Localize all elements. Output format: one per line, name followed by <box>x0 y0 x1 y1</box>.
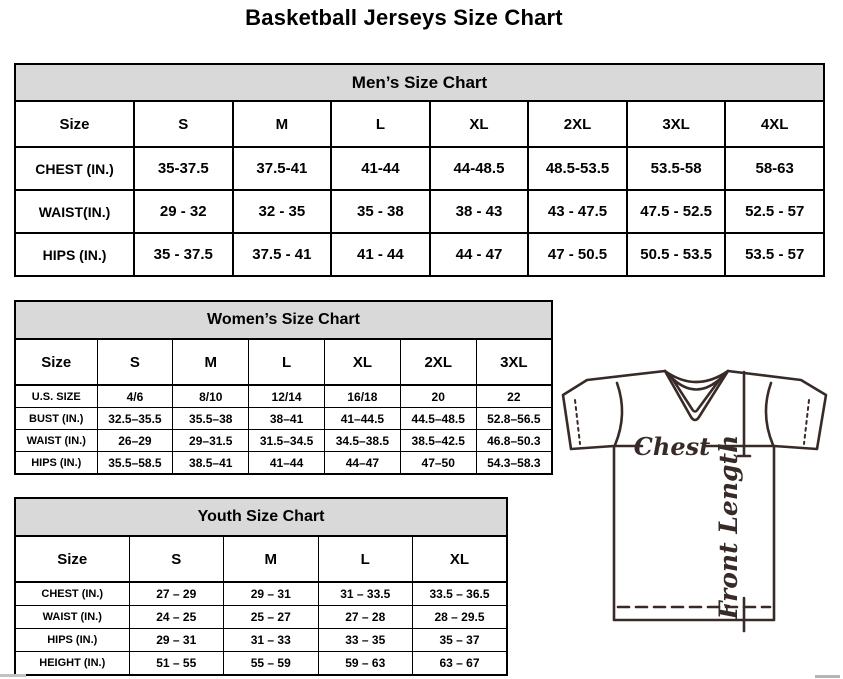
womens-size-col-3xl: 3XL <box>476 339 552 385</box>
womens-size-value: 4/6 <box>97 385 173 408</box>
mens-size-value: 47.5 - 52.5 <box>627 190 726 233</box>
mens-size-col-xl: XL <box>430 101 529 147</box>
youth-size-col-l: L <box>318 536 413 582</box>
youth-size-col-s: S <box>129 536 224 582</box>
womens-size-value: 41–44.5 <box>324 408 400 430</box>
womens-table-row <box>15 385 552 408</box>
mens-size-value: 29 - 32 <box>134 190 233 233</box>
womens-size-value: 34.5–38.5 <box>324 430 400 452</box>
mens-measure-label: WAIST(IN.) <box>15 190 134 233</box>
mens-size-value: 48.5-53.5 <box>528 147 627 190</box>
mens-size-value: 32 - 35 <box>233 190 332 233</box>
womens-size-value: 41–44 <box>249 452 325 475</box>
youth-table-row <box>15 629 507 652</box>
mens-size-value: 44-48.5 <box>430 147 529 190</box>
womens-size-value: 8/10 <box>173 385 249 408</box>
womens-measure-label: U.S. SIZE <box>15 385 97 408</box>
mens-size-value: 50.5 - 53.5 <box>627 233 726 276</box>
youth-size-value: 33.5 – 36.5 <box>413 582 508 606</box>
jersey-cuff-dash-left <box>575 400 580 444</box>
womens-measure-label: WAIST (IN.) <box>15 430 97 452</box>
womens-size-value: 35.5–58.5 <box>97 452 173 475</box>
mens-size-value: 52.5 - 57 <box>725 190 824 233</box>
womens-size-value: 12/14 <box>249 385 325 408</box>
youth-size-value: 55 – 59 <box>224 652 319 676</box>
mens-size-value: 44 - 47 <box>430 233 529 276</box>
youth-size-value: 29 – 31 <box>224 582 319 606</box>
youth-table-row <box>15 606 507 629</box>
mens-table-row <box>15 147 824 190</box>
womens-size-value: 38–41 <box>249 408 325 430</box>
womens-size-value: 26–29 <box>97 430 173 452</box>
mens-size-value: 35 - 38 <box>331 190 430 233</box>
womens-measure-label: HIPS (IN.) <box>15 452 97 475</box>
youth-size-value: 24 – 25 <box>129 606 224 629</box>
mens-chart-title: Men’s Size Chart <box>15 64 824 101</box>
mens-size-col-s: S <box>134 101 233 147</box>
womens-size-value: 52.8–56.5 <box>476 408 552 430</box>
womens-size-col-xl: XL <box>324 339 400 385</box>
jersey-armhole-left <box>615 383 622 445</box>
youth-measure-label: WAIST (IN.) <box>15 606 129 629</box>
mens-size-value: 58-63 <box>725 147 824 190</box>
womens-table-row <box>15 430 552 452</box>
youth-measure-label: HIPS (IN.) <box>15 629 129 652</box>
mens-table-row <box>15 190 824 233</box>
womens-size-value: 22 <box>476 385 552 408</box>
chest-label: Chest <box>633 432 711 461</box>
womens-size-col-l: L <box>249 339 325 385</box>
jersey-vneck-outer <box>665 371 728 420</box>
jersey-body-outline <box>563 371 826 620</box>
mens-size-value: 41 - 44 <box>331 233 430 276</box>
youth-table-row <box>15 652 507 676</box>
youth-size-value: 31 – 33.5 <box>318 582 413 606</box>
womens-size-value: 32.5–35.5 <box>97 408 173 430</box>
mens-size-value: 43 - 47.5 <box>528 190 627 233</box>
scrollbar-fragment-left[interactable] <box>0 674 26 677</box>
youth-size-col-xl: XL <box>413 536 508 582</box>
womens-size-table <box>14 300 553 475</box>
womens-size-value: 44.5–48.5 <box>400 408 476 430</box>
youth-size-value: 35 – 37 <box>413 629 508 652</box>
youth-size-value: 25 – 27 <box>224 606 319 629</box>
front-length-label: Front Length <box>714 434 743 620</box>
youth-size-value: 27 – 28 <box>318 606 413 629</box>
youth-size-value: 59 – 63 <box>318 652 413 676</box>
youth-table-row <box>15 582 507 606</box>
womens-size-col-2xl: 2XL <box>400 339 476 385</box>
youth-measure-label: HEIGHT (IN.) <box>15 652 129 676</box>
jersey-armhole-right <box>766 383 773 445</box>
mens-size-col-2xl: 2XL <box>528 101 627 147</box>
womens-chart-title: Women’s Size Chart <box>15 301 552 339</box>
womens-size-col-s: S <box>97 339 173 385</box>
womens-size-value: 46.8–50.3 <box>476 430 552 452</box>
youth-size-value: 31 – 33 <box>224 629 319 652</box>
womens-measure-label: BUST (IN.) <box>15 408 97 430</box>
mens-size-value: 37.5-41 <box>233 147 332 190</box>
womens-size-value: 29–31.5 <box>173 430 249 452</box>
mens-size-value: 35-37.5 <box>134 147 233 190</box>
mens-size-value: 37.5 - 41 <box>233 233 332 276</box>
mens-size-value: 38 - 43 <box>430 190 529 233</box>
mens-measure-label: HIPS (IN.) <box>15 233 134 276</box>
jersey-cuff-dash-right <box>804 400 809 444</box>
womens-size-col-m: M <box>173 339 249 385</box>
womens-table-row <box>15 452 552 475</box>
mens-size-col-3xl: 3XL <box>627 101 726 147</box>
youth-size-header: Size <box>15 536 129 582</box>
scrollbar-fragment-right[interactable] <box>815 675 840 678</box>
womens-size-value: 54.3–58.3 <box>476 452 552 475</box>
jersey-outline-drawing <box>558 360 842 662</box>
youth-size-value: 28 – 29.5 <box>413 606 508 629</box>
mens-size-col-4xl: 4XL <box>725 101 824 147</box>
mens-size-value: 53.5 - 57 <box>725 233 824 276</box>
jersey-measurement-diagram <box>558 360 842 662</box>
youth-measure-label: CHEST (IN.) <box>15 582 129 606</box>
youth-size-col-m: M <box>224 536 319 582</box>
mens-size-header: Size <box>15 101 134 147</box>
mens-size-value: 53.5-58 <box>627 147 726 190</box>
mens-size-value: 47 - 50.5 <box>528 233 627 276</box>
mens-size-value: 35 - 37.5 <box>134 233 233 276</box>
mens-size-value: 41-44 <box>331 147 430 190</box>
womens-table-row <box>15 408 552 430</box>
womens-size-value: 44–47 <box>324 452 400 475</box>
mens-size-col-l: L <box>331 101 430 147</box>
youth-size-value: 27 – 29 <box>129 582 224 606</box>
youth-size-value: 63 – 67 <box>413 652 508 676</box>
youth-chart-title: Youth Size Chart <box>15 498 507 536</box>
youth-size-value: 33 – 35 <box>318 629 413 652</box>
page-title: Basketball Jerseys Size Chart <box>245 5 563 30</box>
womens-size-value: 38.5–41 <box>173 452 249 475</box>
womens-size-value: 31.5–34.5 <box>249 430 325 452</box>
youth-size-value: 51 – 55 <box>129 652 224 676</box>
mens-size-col-m: M <box>233 101 332 147</box>
womens-size-value: 38.5–42.5 <box>400 430 476 452</box>
womens-size-header: Size <box>15 339 97 385</box>
mens-measure-label: CHEST (IN.) <box>15 147 134 190</box>
womens-size-value: 16/18 <box>324 385 400 408</box>
womens-size-value: 20 <box>400 385 476 408</box>
mens-size-table <box>14 63 825 277</box>
womens-size-value: 35.5–38 <box>173 408 249 430</box>
youth-size-value: 29 – 31 <box>129 629 224 652</box>
womens-size-value: 47–50 <box>400 452 476 475</box>
youth-size-table <box>14 497 508 676</box>
mens-table-row <box>15 233 824 276</box>
